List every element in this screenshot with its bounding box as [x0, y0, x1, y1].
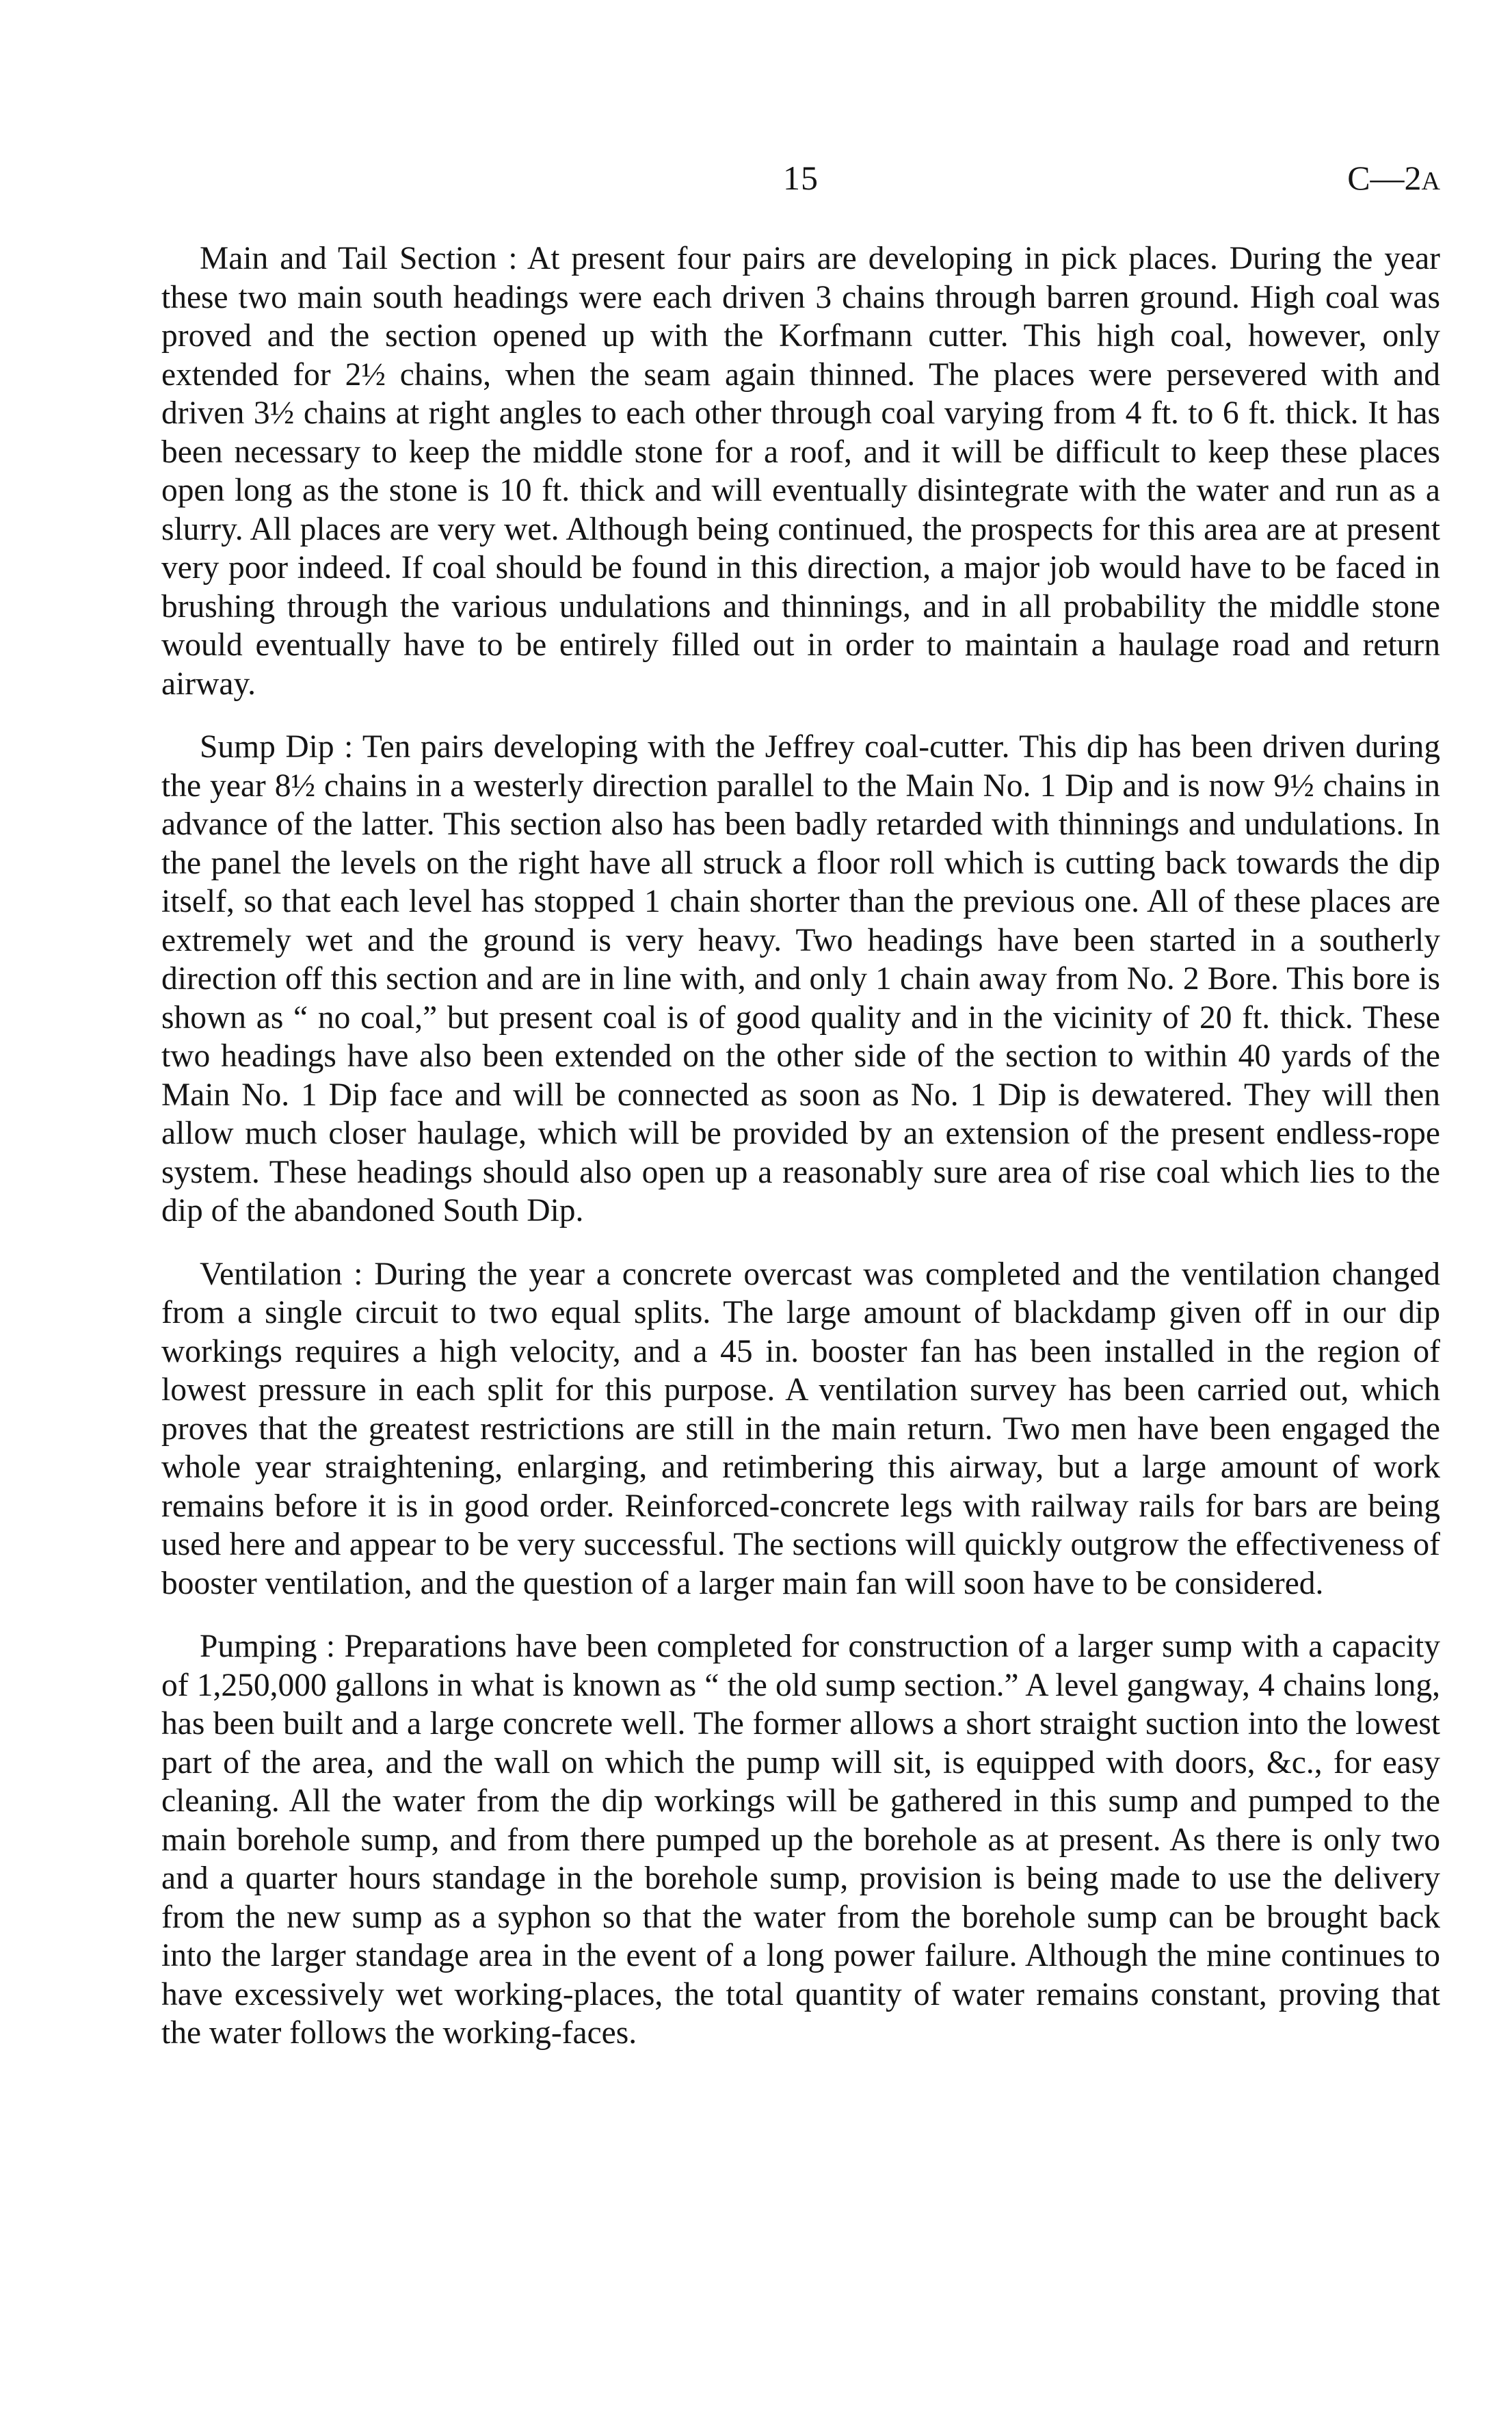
- series-code-prefix: C—2: [1347, 159, 1422, 197]
- paragraph-pumping: Pumping : Preparations have been completed for construction of a larger sump with a capacity of 1,250,000 gallons in what is known as “ the old sump section.” A level gangway, 4 chains long, has been built and a large concrete well. The former allows a short straight suction into the lowest part of the area, and the wall on which the pump will sit, is equipped with doors, &c., for easy cleaning. All the water from the dip workings will be gathered in this sump and pumped to the main borehole sump, and from there pumped up the borehole as at present. As there is only two and a quarter hours standage in the borehole sump, provision is being made to use the delivery from the new sump as a syphon so that the water from the borehole sump can be brought back into the larger standage area in the event of a long power failure. Although the mine continues to have excessively wet working-places, the total quantity of water remains constant, proving that the water follows the working-faces.: [161, 1629, 1440, 2051]
- paragraph-main-and-tail-section: Main and Tail Section : At present four pairs are developing in pick places. During the year these two main south headings were each driven 3 chains through barren ground. High coal was proved and the section opened up with the Korfmann cutter. This high coal, however, only extended for 2½ chains, when the seam again thinned. The places were persevered with and driven 3½ chains at right angles to each other through coal varying from 4 ft. to 6 ft. thick. It has been necessary to keep the middle stone for a roof, and it will be difficult to keep these places open long as the stone is 10 ft. thick and will eventually disintegrate with the water and run as a slurry. All places are very wet. Although being continued, the prospects for this area are at present very poor indeed. If coal should be found in this direction, a major job would have to be faced in brushing through the various undulations and thinnings, and in all probability the middle stone would eventually have to be entirely filled out in order to maintain a haulage road and return airway.: [161, 241, 1440, 702]
- paragraph-sump-dip: Sump Dip : Ten pairs developing with the Jeffrey coal-cutter. This dip has been driven during the year 8½ chains in a westerly direction parallel to the Main No. 1 Dip and is now 9½ chains in advance of the latter. This section also has been badly retarded with thinnings and undulations. In the panel the levels on the right have all struck a floor roll which is cutting back towards the dip itself, so that each level has stopped 1 chain shorter than the previous one. All of these places are extremely wet and the ground is very heavy. Two headings have been started in a southerly direction off this section and are in line with, and only 1 chain away from No. 2 Bore. This bore is shown as “ no coal,” but present coal is of good quality and in the vicinity of 20 ft. thick. These two headings have also been extended on the other side of the section to within 40 yards of the Main No. 1 Dip face and will be connected as soon as No. 1 Dip is dewatered. They will then allow much closer haulage, which will be provided by an extension of the present endless-rope system. These headings should also open up a reasonably sure area of rise coal which lies to the dip of the abandoned South Dip.: [161, 729, 1440, 1228]
- series-code: [1347, 154, 1440, 205]
- series-code-suffix: A: [1421, 167, 1440, 196]
- page-number: 15: [783, 159, 819, 197]
- body-text: [161, 239, 1440, 2077]
- page-header: [161, 154, 1440, 202]
- paragraph-ventilation: Ventilation : During the year a concrete overcast was completed and the ventilation changed from a single circuit to two equal splits. The large amount of blackdamp given off in our dip workings requires a high velocity, and a 45 in. booster fan has been installed in the region of lowest pressure in each split for this purpose. A ventilation survey has been carried out, which proves that the greatest restrictions are still in the main return. Two men have been engaged the whole year straightening, enlarging, and retimbering this airway, but a large amount of work remains before it is in good order. Reinforced-concrete legs with railway rails for bars are being used here and appear to be very successful. The sections will quickly outgrow the effectiveness of booster ventilation, and the question of a larger main fan will soon have to be considered.: [161, 1256, 1440, 1601]
